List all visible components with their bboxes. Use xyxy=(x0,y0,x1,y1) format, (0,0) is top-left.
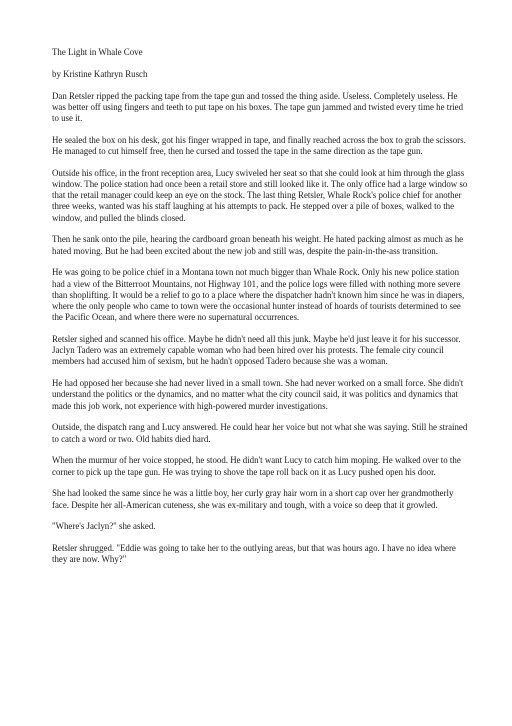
paragraph: Dan Retsler ripped the packing tape from the tape gun and tossed the thing aside. Useless. Completely useless. He was better off using fingers and teeth to put tape on his boxes. The tape gun jammed and twisted every time he tried to use it. xyxy=(52,90,464,123)
paragraph: He had opposed her because she had never lived in a small town. She had never worked on a small force. She didn't understand the politics or the dynamics, and no matter what the city council said, it was politics and dynamics that made this job work, not experience with high-powered murder investigations. xyxy=(52,378,464,411)
paragraph: When the murmur of her voice stopped, he stood. He didn't want Lucy to catch him moping. He walked over to the corner to pick up the tape gun. He was trying to shove the tape roll back on it as Lucy pushed open his door. xyxy=(52,455,461,477)
paragraph: Outside his office, in the front reception area, Lucy swiveled her seat so that she could look at him through the glass window. The police station had once been a retail store and still looked like it. The only office had a large window so that the retail manager could keep an eye on the stock. The last thing Retsler, Whale Rock's police chief for another three weeks, wanted was his staff laughing at his attempts to pack. He stepped over a pile of boxes, walked to the window, and pulled the blinds closed. xyxy=(52,167,468,223)
paragraph: He was going to be police chief in a Montana town not much bigger than Whale Rock. Only his new police station had a view of the Bitterroot Mountains, not Highway 101, and the police logs were filled with nothing more severe than shoplifting. It would be a relief to go to a place where the dispatcher hadn't known him since he was in diapers, where the only people who came to town were the occasional hunter instead of hoards of tourists determined to see the Pacific Ocean, and where there were no supernatural occurrences. xyxy=(52,267,465,323)
paragraph: "Where's Jaclyn?" she asked. xyxy=(52,521,156,532)
paragraph: Retsler shrugged. "Eddie was going to take her to the outlying areas, but that was hours ago. I have no idea where they are now. Why?" xyxy=(52,543,456,565)
document-title: The Light in Whale Cove xyxy=(52,47,143,57)
paragraph: Outside, the dispatch rang and Lucy answered. He could hear her voice but not what she was saying. Still he strained to catch a word or two. Old habits died hard. xyxy=(52,422,468,444)
paragraph: Retsler sighed and scanned his office. Maybe he didn't need all this junk. Maybe he'd just leave it for his successor. Jaclyn Tadero was an extremely capable woman who had been hired over his protests. The female city council members had accused him of sexism, but he hadn't opposed Tadero because she was a woman. xyxy=(52,334,461,367)
document-byline: by Kristine Kathryn Rusch xyxy=(52,68,148,79)
paragraph: She had looked the same since he was a little boy, her curly gray hair worn in a short cap over her grandmotherly face. Despite her all-American cuteness, she was ex-military and tough, with a voice so deep that it growled. xyxy=(52,488,454,510)
paragraph: Then he sank onto the pile, hearing the cardboard groan beneath his weight. He hated packing almost as much as he hated moving. But he had been excited about the new job and still was, despite the pain-in-the-ass transition. xyxy=(52,234,464,256)
paragraph: He sealed the box on his desk, got his finger wrapped in tape, and finally reached across the box to grab the scissors. He managed to cut himself free, then he cursed and tossed the tape in the same direction as the tape gun. xyxy=(52,134,466,156)
